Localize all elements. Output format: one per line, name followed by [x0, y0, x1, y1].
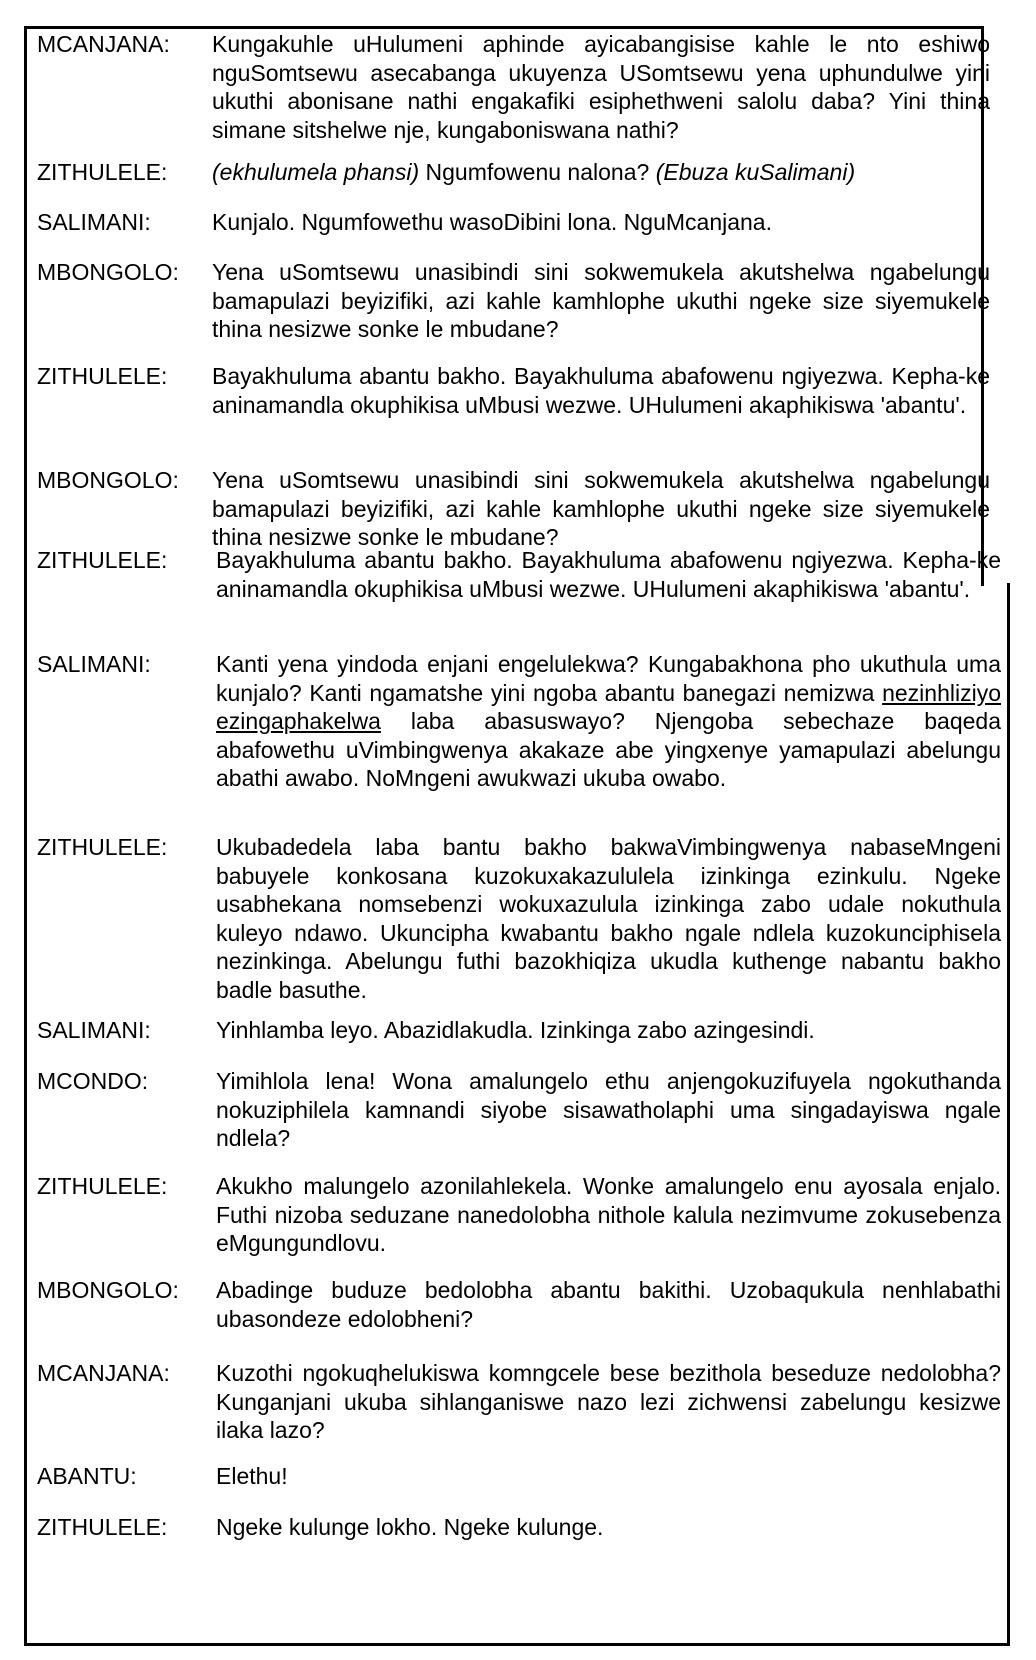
speaker-name: SALIMANI: — [37, 209, 151, 235]
speech-text: Kuzothi ngokuqhelukiswa komngcele bese bezithola beseduze nedolobha? Kunganjani ukuba sihlanganiswe nazo lezi zichwensi zabelungu kesizwe ilaka lazo? — [216, 1360, 1001, 1444]
speaker-name: MBONGOLO: — [37, 467, 179, 493]
speech-text: Yimihlola lena! Wona amalungelo ethu anjengokuzifuyela ngokuthanda nokuziphilela kamnandi siyobe sisawatholaphi uma singadayiswa ngale ndlela? — [216, 1068, 1001, 1152]
stage-direction: (ekhulumela phansi) — [212, 159, 420, 185]
speaker-name: MBONGOLO: — [37, 1277, 179, 1303]
speaker-name: MCANJANA: — [37, 1360, 170, 1386]
speaker-name: ZITHULELE: — [37, 834, 168, 860]
speech-text: Kungakuhle uHulumeni aphinde ayicabangisise kahle le nto eshiwo nguSomtsewu asecabanga ukuyenza USomtsewu yena uphundulwe yini ukuthi abonisane nathi engakafiki esiphethweni salolu daba? Yini thina simane sitshelwe nje, kungaboniswana nathi? — [212, 31, 990, 143]
speaker-name: ZITHULELE: — [37, 159, 168, 185]
speech-text: Elethu! — [216, 1463, 288, 1489]
speech-text: Yena uSomtsewu unasibindi sini sokwemukela akutshelwa ngabelungu bamapulazi beyizifiki, azi kahle kamhlophe ukuthi ngeke size siyemukele thina nesizwe sonke le mbudane? — [212, 259, 990, 343]
speech-text: Abadinge buduze bedolobha abantu bakithi. Uzobaqukula nenhlabathi ubasondeze edolobheni? — [216, 1277, 1001, 1332]
speech-text: Kunjalo. Ngumfowethu wasoDibini lona. NguMcanjana. — [212, 209, 772, 235]
speaker-name: SALIMANI: — [37, 1017, 151, 1043]
speech-text: Bayakhuluma abantu bakho. Bayakhuluma abafowenu ngiyezwa. Kepha-ke aninamandla okuphikisa uMbusi wezwe. UHulumeni akaphikiswa 'abantu'. — [216, 547, 1001, 602]
speaker-name: ABANTU: — [37, 1463, 137, 1489]
speech-text: Yena uSomtsewu unasibindi sini sokwemukela akutshelwa ngabelungu bamapulazi beyizifiki, azi kahle kamhlophe ukuthi ngeke size siyemukele thina nesizwe sonke le mbudane? — [212, 467, 990, 551]
speech-line: Kanti yena yindoda enjani engelulekwa? Kungabakhona pho ukuthula uma kunjalo? Kanti ngamatshe yini ngoba abantu banegazi nemizwa — [216, 651, 1001, 706]
speaker-name: SALIMANI: — [37, 651, 151, 677]
speech-text: Bayakhuluma abantu bakho. Bayakhuluma abafowenu ngiyezwa. Kepha-ke aninamandla okuphikisa uMbusi wezwe. UHulumeni akaphikiswa 'abantu'. — [212, 363, 990, 418]
speech-text: Ukubadedela laba bantu bakho bakwaVimbingwenya nabaseMngeni babuyele konkosana kuzokuxakazululela izinkinga ezinkulu. Ngeke usabhekana nomsebenzi wokuxazulula izinkinga zabo udale nokuthula kuleyo ndawo. Ukuncipha kwabantu bakho ngale ndlela kuzokunciphisela nezinkinga. Abelungu futhi bazokhiqiza ukudla kuthenge nabantu bakho badle basuthe. — [216, 834, 1001, 1003]
speech-line: Ngumfowenu nalona? — [419, 159, 656, 185]
speaker-name: MBONGOLO: — [37, 259, 179, 285]
stage-direction: (Ebuza kuSalimani) — [655, 159, 856, 185]
speaker-name: ZITHULELE: — [37, 1173, 168, 1199]
speech-text — [216, 650, 1001, 793]
speech-text: Ngeke kulunge lokho. Ngeke kulunge. — [216, 1514, 604, 1540]
speaker-name: MCONDO: — [37, 1068, 149, 1094]
speech-text — [212, 158, 990, 187]
speaker-name: ZITHULELE: — [37, 547, 168, 573]
speech-text: Yinhlamba leyo. Abazidlakudla. Izinkinga zabo azingesindi. — [216, 1017, 815, 1043]
speaker-name: ZITHULELE: — [37, 363, 168, 389]
speaker-name: MCANJANA: — [37, 31, 170, 57]
underlined-phrase: nezinhliziyo ezingaphakelwa — [216, 679, 1001, 735]
speaker-name: ZITHULELE: — [37, 1514, 168, 1540]
speech-text: Akukho malungelo azonilahlekela. Wonke amalungelo enu ayosala enjalo. Futhi nizoba seduzane nanedolobha nithole kalula nezimvume zokusebenza eMgungundlovu. — [216, 1173, 1001, 1257]
speech-line: laba abasuswayo? Njengoba sebechaze baqeda abafowethu uVimbingwenya akakaze abe yingxenye yamapulazi abelungu abathi awabo. NoMngeni awukwazi ukuba owabo. — [216, 708, 1001, 792]
